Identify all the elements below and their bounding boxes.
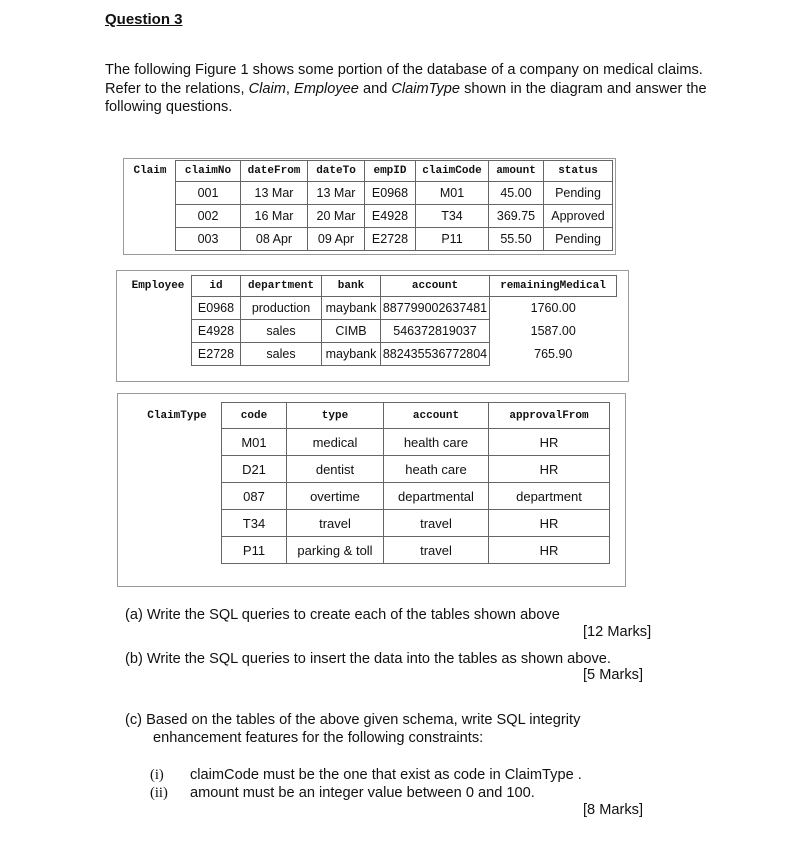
table-cell: 1760.00 [530,301,576,316]
table-cell: 09 Apr [308,228,365,251]
table-row [133,510,610,537]
row-spacer [133,456,222,483]
table-cell: Approved [544,205,613,228]
column-header: claimNo [176,161,241,182]
row-spacer [133,537,222,564]
item-text: amount must be an integer value between 0 and 100. [190,785,535,801]
column-header: dateFrom [241,161,308,182]
intro-text-1: The following Figure 1 shows some portion of the database of a company on medical claims. Refer to the relations, [105,62,703,97]
table-cell: medical [287,429,384,456]
column-header: code [222,403,287,429]
table-cell: T34 [222,510,287,537]
row-spacer [125,182,176,205]
table-cell: travel [384,510,489,537]
intro-employee-ref: Employee [294,80,359,97]
claimtype-table-label: ClaimType [147,409,207,422]
table-cell: D21 [222,456,287,483]
column-header: account [384,403,489,429]
column-header: id [192,276,241,297]
claimtype-table [133,402,610,564]
table-cell: 13 Mar [241,182,308,205]
table-cell: T34 [416,205,489,228]
intro-sep-1: , [285,80,294,97]
table-cell: HR [489,510,610,537]
column-header: claimCode [416,161,489,182]
question-c [125,711,580,729]
table-header-row [125,276,617,297]
item-number: (i) [150,767,164,783]
row-spacer [125,320,192,343]
table-cell: 765.90 [534,347,573,361]
table-cell: health care [384,429,489,456]
question-a-label: (a) [125,607,143,623]
list-item [150,766,582,784]
table-cell: 13 Mar [308,182,365,205]
table-cell: 1587.00 [530,324,576,338]
table-cell: departmental [384,483,489,510]
table-header-row [125,161,613,182]
column-header: approvalFrom [489,403,610,429]
table-cell: P11 [222,537,287,564]
row-spacer [125,343,192,366]
list-item [150,784,535,802]
table-cell: E2728 [365,228,416,251]
column-header: department [241,276,322,297]
column-header: dateTo [308,161,365,182]
table-cell: 087 [222,483,287,510]
row-spacer [133,510,222,537]
intro-claimtype-ref: ClaimType [391,80,461,97]
row-spacer [133,429,222,456]
column-header: empID [365,161,416,182]
table-cell: HR [489,537,610,564]
table-row [125,228,613,251]
table-cell: Pending [544,182,613,205]
table-cell: M01 [222,429,287,456]
table-cell: department [489,483,610,510]
row-spacer [125,228,176,251]
table-cell: maybank [322,343,381,366]
question-a-text: Write the SQL queries to create each of the tables shown above [146,607,560,623]
table-cell: parking & toll [287,537,384,564]
question-title: Question 3 [105,11,183,28]
table-cell: 001 [176,182,241,205]
question-c-line-2: enhancement features for the following constraints: [153,730,484,746]
table-cell: production [241,297,322,320]
table-cell: 887799002637481 [381,297,490,320]
table-cell: sales [241,343,322,366]
table-cell: M01 [416,182,489,205]
table-cell: 45.00 [489,182,544,205]
employee-table [125,275,617,366]
table-cell: 55.50 [489,228,544,251]
row-spacer [133,483,222,510]
table-cell: E4928 [192,320,241,343]
table-row [125,297,617,320]
question-c-label: (c) [125,712,143,728]
table-row [125,320,617,343]
column-header: amount [489,161,544,182]
table-cell: HR [489,456,610,483]
column-header: bank [322,276,381,297]
table-row [125,182,613,205]
column-header: remainingMedical [490,276,617,297]
table-cell: E0968 [192,297,241,320]
table-cell: 08 Apr [241,228,308,251]
table-cell: 369.75 [489,205,544,228]
table-cell: E4928 [365,205,416,228]
table-row [125,343,617,366]
table-cell: 003 [176,228,241,251]
intro-claim-ref: Claim [248,80,286,97]
table-cell: 882435536772804 [381,343,490,366]
row-spacer [125,297,192,320]
table-cell: HR [489,429,610,456]
table-cell: E2728 [192,343,241,366]
question-b-marks: [5 Marks] [583,667,644,683]
table-cell: 546372819037 [381,320,490,343]
table-row [133,537,610,564]
table-cell: 16 Mar [241,205,308,228]
intro-paragraph [105,61,725,117]
item-number: (ii) [150,785,168,801]
table-row [133,429,610,456]
column-header: account [381,276,490,297]
question-c-marks: [8 Marks] [583,802,644,818]
intro-text-2: shown in the diagram and answer the following questions. [105,80,707,115]
claim-table-label: Claim [125,161,176,182]
table-cell: travel [384,537,489,564]
table-cell: heath care [384,456,489,483]
table-cell: dentist [287,456,384,483]
row-spacer [125,205,176,228]
table-cell: overtime [287,483,384,510]
question-b-label: (b) [125,651,143,667]
employee-table-label: Employee [125,276,192,297]
item-text: claimCode must be the one that exist as code in ClaimType . [190,767,582,783]
table-cell: Pending [544,228,613,251]
table-row [125,205,613,228]
column-header: status [544,161,613,182]
table-cell: CIMB [322,320,381,343]
table-cell: P11 [416,228,489,251]
table-row [133,456,610,483]
intro-sep-2: and [358,80,392,97]
question-a [125,606,560,624]
table-cell: E0968 [365,182,416,205]
question-a-marks: [12 Marks] [583,624,652,640]
table-cell: 20 Mar [308,205,365,228]
table-cell: maybank [322,297,381,320]
question-c-text-1: Based on the tables of the above given schema, write SQL integrity [146,712,581,728]
table-cell: 002 [176,205,241,228]
column-header: type [287,403,384,429]
question-b-text: Write the SQL queries to insert the data into the tables as shown above. [146,651,611,667]
table-row [133,483,610,510]
question-b [125,650,611,668]
table-cell: travel [287,510,384,537]
table-cell: sales [241,320,322,343]
claim-table [125,160,613,251]
table-header-row [133,403,610,429]
